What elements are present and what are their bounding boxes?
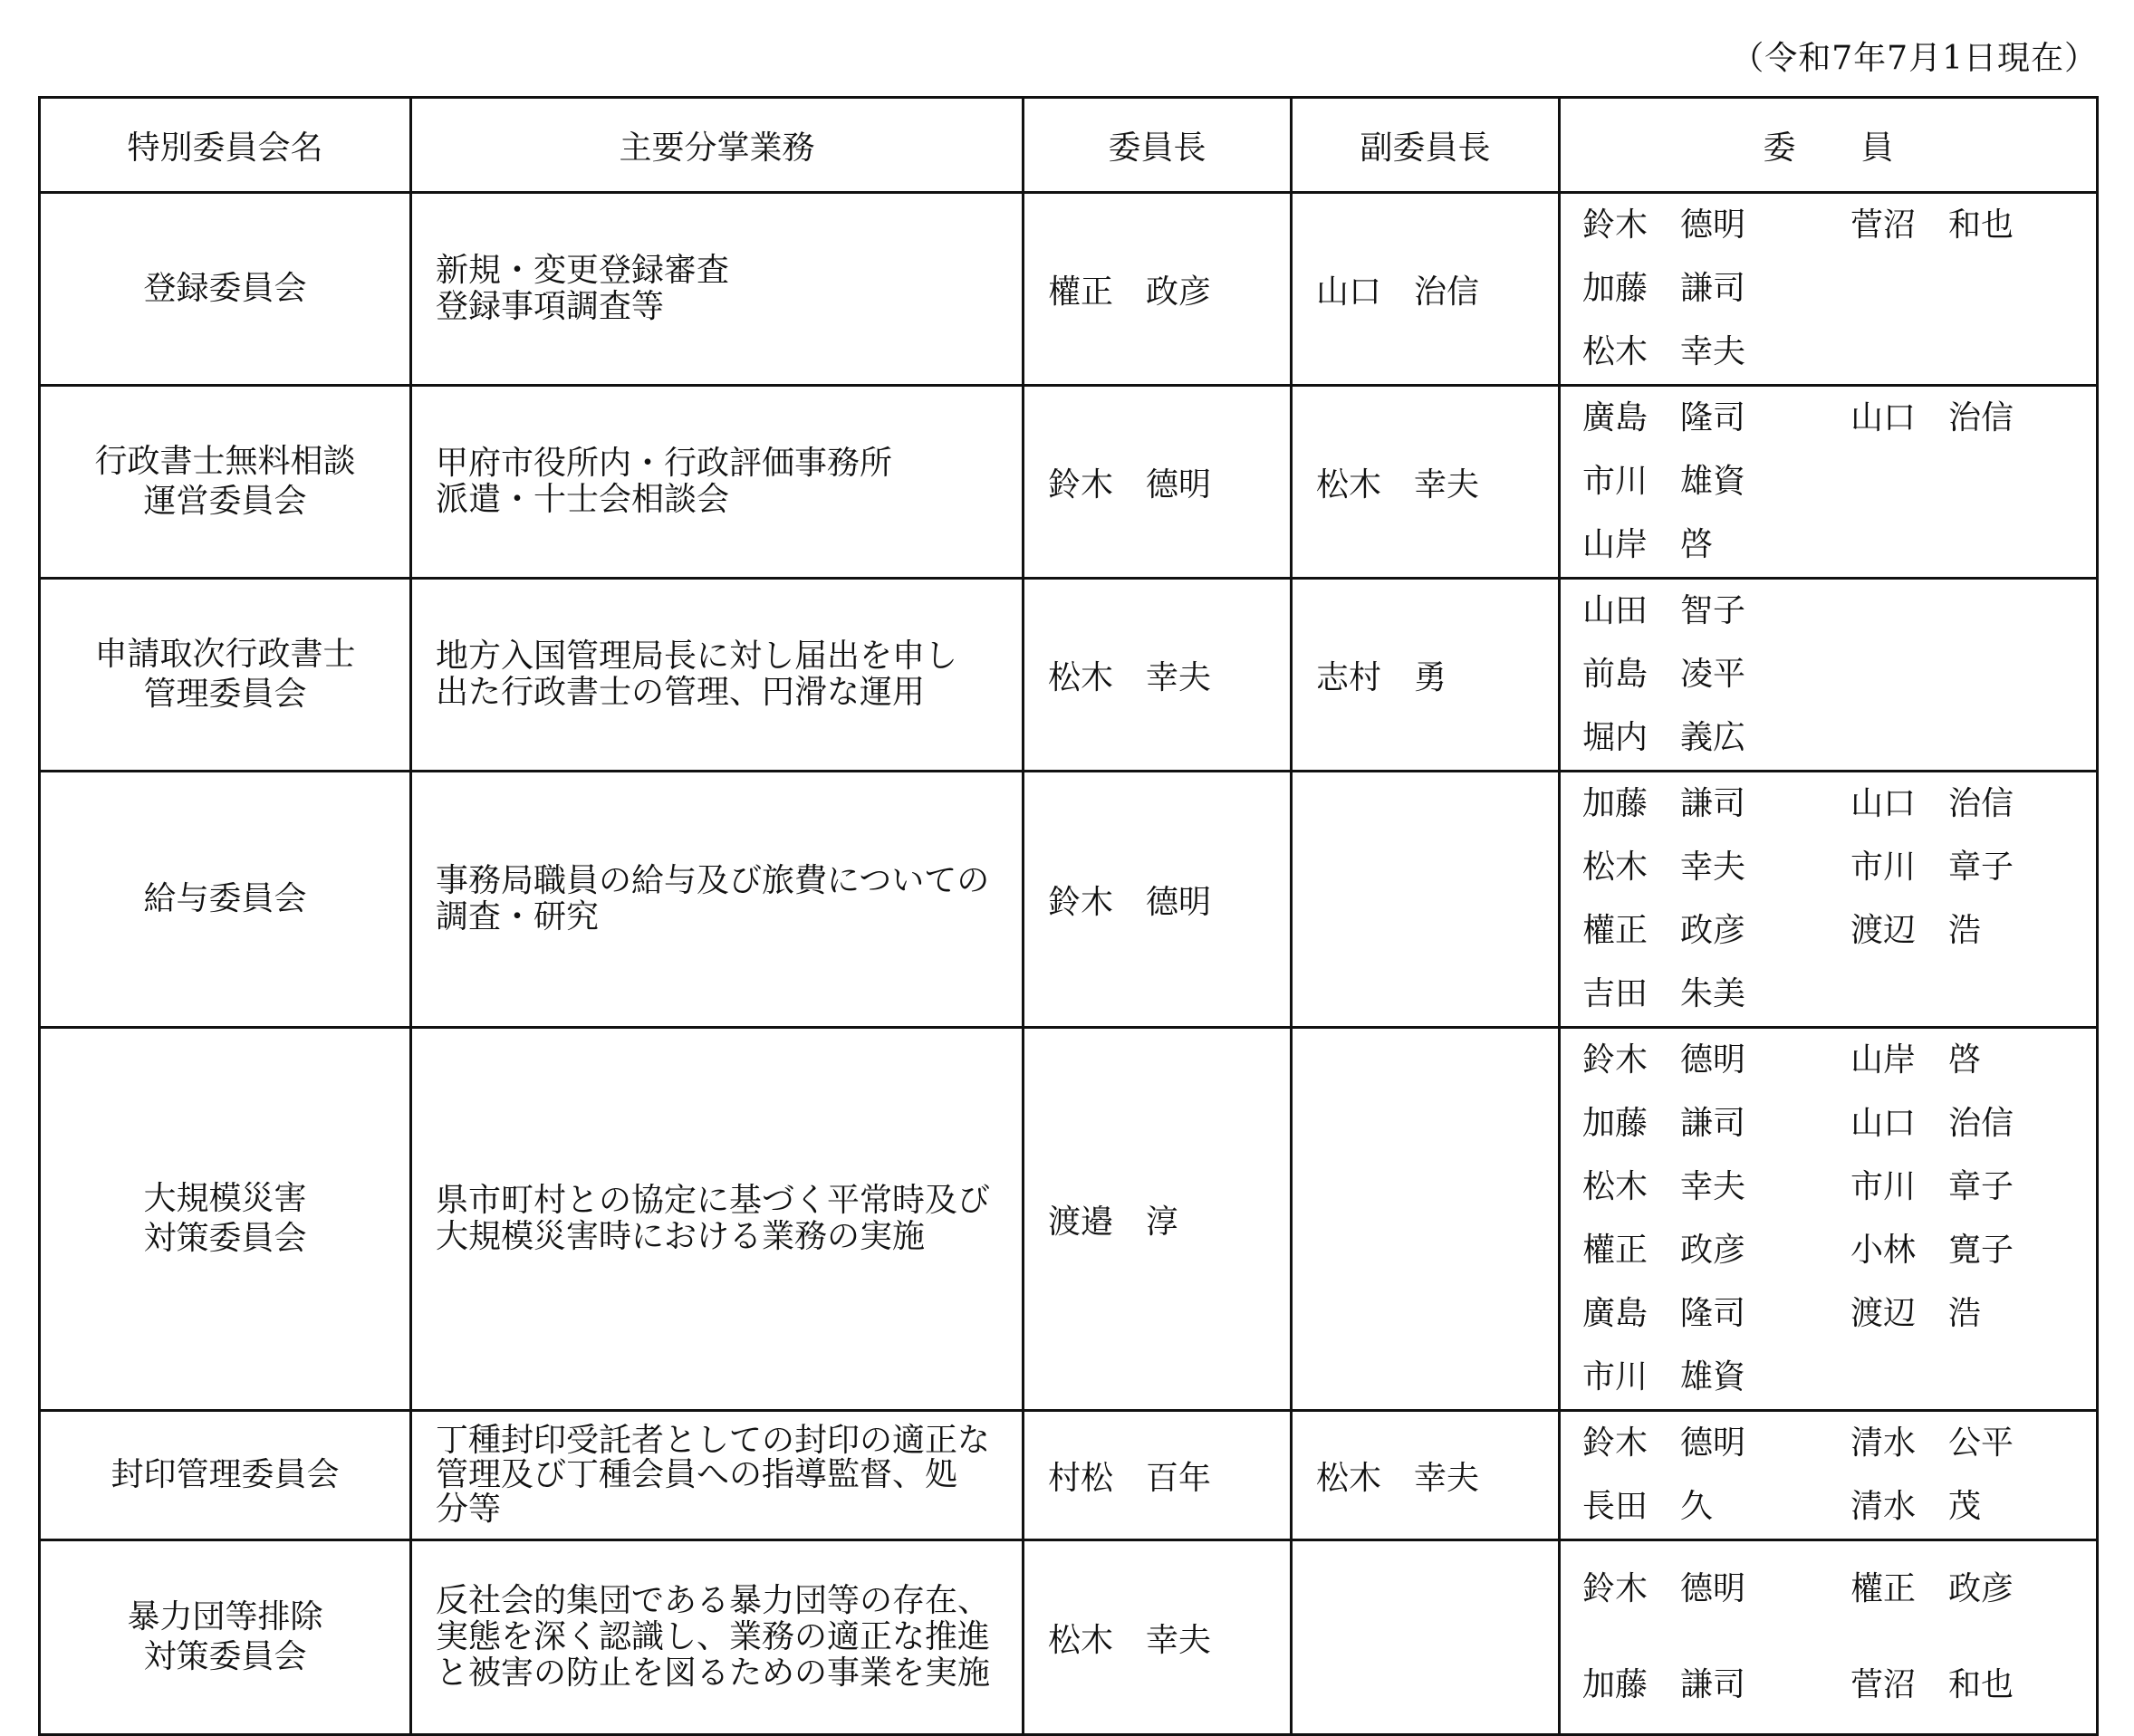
duties-cell: [411, 772, 1024, 1028]
chair-name: 松木 幸夫: [1048, 658, 1212, 696]
members-cell: [1560, 193, 2098, 386]
member-name: 清水 茂: [1850, 1488, 1982, 1525]
member-name: 權正 政彦: [1582, 912, 1746, 949]
chair-cell: [1024, 1028, 1292, 1411]
member-name: 市川 章子: [1850, 849, 2014, 886]
vice-chair-cell: [1292, 193, 1560, 386]
duties-line: 丁種封印受託者としての封印の適正な: [436, 1422, 991, 1459]
duties-line: 甲府市役所内・行政評価事務所: [436, 445, 893, 482]
member-name: 前島 凌平: [1582, 656, 1746, 693]
committee-name-line: 対策委員会: [143, 1638, 307, 1675]
chair-cell: [1024, 1411, 1292, 1540]
committee-name-line: 行政書士無料相談: [94, 443, 356, 480]
members-left-column: [1582, 194, 1850, 384]
members-left-column: [1582, 772, 1850, 1026]
table-header-row: [40, 98, 2098, 193]
committee-name-line: 暴力団等排除: [127, 1598, 323, 1635]
vice-chair-name: 松木 幸夫: [1316, 465, 1480, 504]
vice-chair-cell: [1292, 386, 1560, 579]
vice-chair-cell: [1292, 1028, 1560, 1411]
duties-line: 反社会的集団である暴力団等の存在、: [436, 1582, 991, 1619]
header-chair: 委員長: [1024, 98, 1292, 193]
vice-chair-name: 松木 幸夫: [1316, 1459, 1480, 1497]
member-name: 山岸 啓: [1582, 526, 1714, 563]
committee-name-cell: [40, 1411, 411, 1540]
table-row: [40, 193, 2098, 386]
member-name: 清水 公平: [1850, 1424, 2014, 1462]
duties-line: 登録事項調査等: [436, 288, 665, 325]
chair-name: 渡邉 淳: [1048, 1203, 1179, 1241]
chair-cell: [1024, 193, 1292, 386]
members-cell: [1560, 772, 2098, 1028]
member-name: 小林 寛子: [1850, 1232, 2014, 1269]
vice-chair-name: 山口 治信: [1316, 273, 1480, 311]
members-right-column: [1850, 194, 2104, 384]
chair-cell: [1024, 772, 1292, 1028]
member-name: 鈴木 德明: [1582, 1570, 1746, 1607]
members-right-column: [1850, 580, 2104, 770]
committee-name-cell: [40, 579, 411, 772]
committee-name-line: 申請取次行政書士: [94, 636, 356, 673]
header-vice-chair: 副委員長: [1292, 98, 1560, 193]
member-name: 市川 章子: [1850, 1168, 2014, 1205]
header-duties: 主要分掌業務: [411, 98, 1024, 193]
chair-name: 村松 百年: [1048, 1459, 1212, 1497]
member-name: 加藤 謙司: [1582, 270, 1746, 307]
member-name: 吉田 朱美: [1582, 975, 1746, 1012]
duties-line: 県市町村との協定に基づく平常時及び: [436, 1182, 991, 1219]
chair-name: 權正 政彦: [1048, 273, 1212, 311]
committee-name-line: 封印管理委員会: [111, 1456, 340, 1493]
member-name: 加藤 謙司: [1582, 1666, 1746, 1703]
member-name: 鈴木 德明: [1582, 1041, 1746, 1079]
duties-cell: [411, 1540, 1024, 1735]
chair-name: 鈴木 德明: [1048, 465, 1212, 504]
member-name: 山口 治信: [1850, 785, 2014, 822]
members-left-column: [1582, 1029, 1850, 1409]
vice-chair-cell: [1292, 772, 1560, 1028]
committee-name-line: 運営委員会: [143, 483, 307, 520]
duties-line: 新規・変更登録審査: [436, 252, 730, 289]
member-name: 加藤 謙司: [1582, 1105, 1746, 1142]
members-right-column: [1850, 1541, 2104, 1733]
committee-name-cell: [40, 193, 411, 386]
duties-line: 分等: [436, 1491, 502, 1528]
special-committees-table: [38, 96, 2099, 1736]
committee-name-cell: [40, 772, 411, 1028]
table-row: [40, 386, 2098, 579]
chair-name: 鈴木 德明: [1048, 883, 1212, 921]
chair-cell: [1024, 386, 1292, 579]
vice-chair-cell: [1292, 1540, 1560, 1735]
member-name: 山口 治信: [1850, 1105, 2014, 1142]
member-name: 鈴木 德明: [1582, 1424, 1746, 1462]
member-name: 廣島 隆司: [1582, 1295, 1746, 1332]
duties-line: 管理及び丁種会員への指導監督、処: [436, 1456, 958, 1493]
member-name: 松木 幸夫: [1582, 333, 1746, 370]
committee-name-cell: [40, 1028, 411, 1411]
members-cell: [1560, 1028, 2098, 1411]
duties-line: 派遣・十士会相談会: [436, 481, 730, 518]
members-right-column: [1850, 387, 2104, 577]
committee-name-cell: [40, 1540, 411, 1735]
table-row: [40, 1028, 2098, 1411]
vice-chair-name: 志村 勇: [1316, 658, 1447, 696]
member-name: 加藤 謙司: [1582, 785, 1746, 822]
vice-chair-cell: [1292, 579, 1560, 772]
committee-name-line: 給与委員会: [143, 880, 307, 917]
members-left-column: [1582, 1412, 1850, 1539]
member-name: 渡辺 浩: [1850, 912, 1982, 949]
duties-line: 事務局職員の給与及び旅費についての調査・研究: [436, 862, 990, 935]
members-cell: [1560, 386, 2098, 579]
duties-line: 実態を深く認識し、業務の適正な推進: [436, 1618, 991, 1655]
table-row: [40, 1540, 2098, 1735]
committee-name-line: 大規模災害: [143, 1180, 307, 1217]
committee-name-cell: [40, 386, 411, 579]
member-name: 堀内 義広: [1582, 719, 1746, 756]
member-name: 權正 政彦: [1850, 1570, 2014, 1607]
table-row: [40, 772, 2098, 1028]
duties-line: 出た行政書士の管理、円滑な運用: [436, 674, 926, 711]
member-name: 渡辺 浩: [1850, 1295, 1982, 1332]
duties-line: 大規模災害時における業務の実施: [436, 1218, 926, 1255]
chair-cell: [1024, 579, 1292, 772]
duties-cell: [411, 386, 1024, 579]
duties-cell: [411, 1411, 1024, 1540]
vice-chair-cell: [1292, 1411, 1560, 1540]
table-row: [40, 1411, 2098, 1540]
members-right-column: [1850, 772, 2104, 1026]
duties-cell: [411, 1028, 1024, 1411]
duties-cell: [411, 193, 1024, 386]
members-cell: [1560, 579, 2098, 772]
header-members: 委 員: [1560, 98, 2098, 193]
member-name: 松木 幸夫: [1582, 849, 1746, 886]
chair-name: 松木 幸夫: [1048, 1621, 1212, 1659]
member-name: 廣島 隆司: [1582, 399, 1746, 436]
member-name: 長田 久: [1582, 1488, 1714, 1525]
chair-cell: [1024, 1540, 1292, 1735]
committee-name-line: 管理委員会: [143, 676, 307, 713]
members-cell: [1560, 1411, 2098, 1540]
members-right-column: [1850, 1412, 2104, 1539]
members-right-column: [1850, 1029, 2104, 1409]
duties-line: 地方入国管理局長に対し届出を申し: [436, 638, 958, 675]
member-name: 市川 雄資: [1582, 1358, 1746, 1396]
member-name: 菅沼 和也: [1850, 1666, 2014, 1703]
table-row: [40, 579, 2098, 772]
members-left-column: [1582, 580, 1850, 770]
duties-cell: [411, 579, 1024, 772]
member-name: 權正 政彦: [1582, 1232, 1746, 1269]
member-name: 山田 智子: [1582, 592, 1746, 629]
members-cell: [1560, 1540, 2098, 1735]
member-name: 山口 治信: [1850, 399, 2014, 436]
members-left-column: [1582, 387, 1850, 577]
committee-name-line: 対策委員会: [143, 1220, 307, 1257]
as-of-date-note: （令和7年7月1日現在）: [1731, 40, 2098, 77]
member-name: 鈴木 德明: [1582, 206, 1746, 244]
committee-name-line: 登録委員会: [143, 270, 307, 307]
member-name: 菅沼 和也: [1850, 206, 2014, 244]
member-name: 松木 幸夫: [1582, 1168, 1746, 1205]
member-name: 山岸 啓: [1850, 1041, 1982, 1079]
member-name: 市川 雄資: [1582, 463, 1746, 500]
header-committee-name: 特別委員会名: [40, 98, 411, 193]
duties-line: と被害の防止を図るための事業を実施: [436, 1654, 991, 1692]
members-left-column: [1582, 1541, 1850, 1733]
